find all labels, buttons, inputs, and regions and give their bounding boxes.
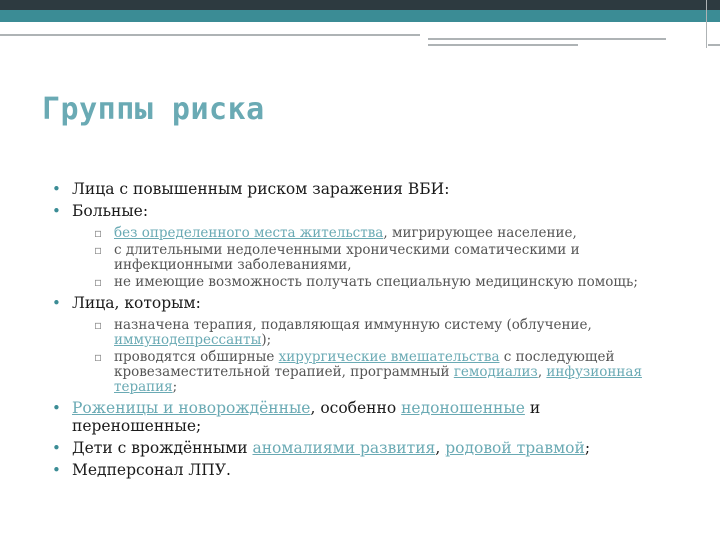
sub-list-item-text — [114, 349, 642, 395]
list-item-text — [72, 439, 590, 457]
bullet-icon: • — [52, 461, 61, 479]
text-fragment: , — [537, 364, 547, 380]
text-fragment: не имеющие возможность получать специальную медицинскую помощь; — [114, 274, 638, 290]
text-fragment: , мигрирующее население, — [383, 225, 577, 241]
sub-bullet-icon: ▫ — [94, 275, 103, 289]
sub-list — [94, 226, 662, 290]
list-item-text — [72, 461, 231, 479]
inline-link[interactable]: гемодиализ — [453, 364, 538, 380]
decor-line-mid — [428, 38, 666, 40]
sub-list-item — [94, 226, 662, 241]
inline-link[interactable]: Роженицы и новорождённые — [72, 399, 311, 417]
inline-link[interactable]: недоношенные — [401, 399, 525, 417]
inline-link[interactable]: хирургические вмешательства — [278, 349, 500, 365]
inline-link[interactable]: инфузионная терапия — [114, 364, 642, 395]
text-fragment: назначена терапия, подавляющая иммунную систему (облучение, — [114, 317, 592, 333]
text-fragment: ; — [584, 439, 591, 457]
decor-line-left — [0, 34, 420, 36]
list-item-text — [72, 202, 148, 220]
sub-list-item — [94, 275, 662, 290]
list-item-text — [72, 294, 201, 312]
bullet-icon: • — [52, 399, 61, 417]
list-item — [52, 180, 662, 198]
sub-list-item-text — [114, 242, 580, 273]
text-fragment: Дети с врождёнными — [72, 439, 253, 457]
decor-line-mid-short — [428, 44, 578, 46]
text-fragment: Больные: — [72, 202, 149, 220]
list-item — [52, 294, 662, 395]
sub-list-item-text — [114, 274, 638, 290]
inline-link[interactable]: аномалиями развития — [252, 439, 436, 457]
inline-link[interactable]: иммунодепрессанты — [114, 332, 262, 348]
text-fragment: Медперсонал ЛПУ. — [72, 461, 231, 479]
list-item-text — [72, 399, 540, 435]
sub-bullet-icon: ▫ — [94, 350, 103, 364]
text-fragment: ; — [172, 379, 178, 395]
text-fragment: с длительными недолеченными хроническими соматическими и инфекционными заболеваниями, — [114, 242, 580, 273]
text-fragment: Лица с повышенным риском заражения ВБИ: — [72, 180, 450, 198]
list-item — [52, 202, 662, 290]
header-dark-stripe — [0, 0, 720, 10]
decor-line-right — [708, 44, 720, 46]
bullet-icon: • — [52, 294, 61, 312]
text-fragment: ); — [261, 332, 272, 348]
sub-list-item — [94, 318, 662, 348]
bullet-icon: • — [52, 180, 61, 198]
sub-bullet-icon: ▫ — [94, 226, 103, 240]
inline-link[interactable]: родовой травмой — [445, 439, 585, 457]
sub-list-item-text — [114, 225, 577, 241]
slide-content — [52, 180, 662, 483]
text-fragment: , особенно — [310, 399, 402, 417]
text-fragment: с последующей кровезаместительной терапией, программный — [114, 349, 615, 380]
list-item — [52, 399, 662, 435]
bullet-icon: • — [52, 202, 61, 220]
slide-title: Группы риска — [42, 92, 265, 127]
sub-list-item — [94, 350, 662, 395]
sub-bullet-icon: ▫ — [94, 243, 103, 257]
sub-list-item — [94, 243, 662, 273]
text-fragment: проводятся обширные — [114, 349, 279, 365]
sub-list-item-text — [114, 317, 592, 348]
text-fragment: , — [435, 439, 446, 457]
inline-link[interactable]: без определенного места жительства — [114, 225, 384, 241]
sub-bullet-icon: ▫ — [94, 318, 103, 332]
list-item — [52, 461, 662, 479]
text-fragment: Лица, которым: — [72, 294, 201, 312]
header-band — [0, 0, 720, 32]
list-item — [52, 439, 662, 457]
sub-list — [94, 318, 662, 395]
header-gap — [0, 22, 720, 34]
text-fragment: и переношенные; — [72, 399, 541, 435]
bullet-icon: • — [52, 439, 61, 457]
list-item-text — [72, 180, 449, 198]
decor-vline — [706, 0, 707, 48]
risk-groups-list — [52, 180, 662, 479]
